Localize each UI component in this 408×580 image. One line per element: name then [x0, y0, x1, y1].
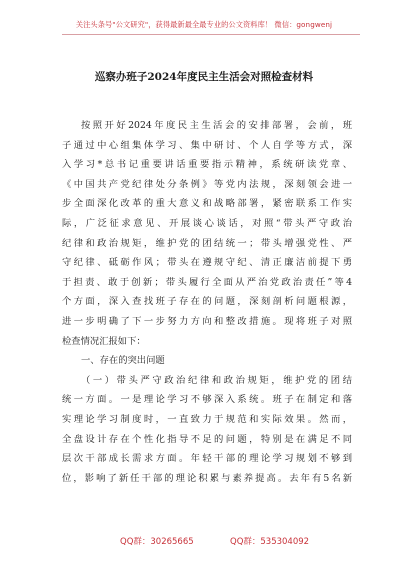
- header-banner: 关注头条号"公文研究"，获得最新最全最专业的公文资料库！ 微信：gongwenj: [75, 20, 333, 29]
- body-line: 《中国共产党纪律处分条例》等党内法规，深刻领会进一: [62, 178, 352, 190]
- body-line: （一）带头严守政治纪律和政治规矩，维护党的团结: [81, 374, 352, 386]
- body-line: 实理论学习制度时，一直致力于规范和实际效果。然而，: [62, 413, 352, 425]
- body-line: 守纪律、砥砺作风；带头在遵规守纪、清正廉洁前提下勇: [62, 257, 352, 269]
- body-line: 步全面深化改革的重大意义和战略部署，紧密联系工作实: [62, 198, 352, 210]
- document-title: 巡察办班子2024年度民主生活会对照检查材料: [94, 71, 314, 83]
- body-line: 位，影响了新任干部的理论积累与素养提高。去年有5名新: [62, 472, 352, 484]
- body-line: 际，广泛征求意见、开展谈心谈话，对照“带头严守政治: [62, 217, 352, 229]
- body-line: 全盘设计存在个性化指导不足的问题，特别是在满足不同: [62, 433, 352, 445]
- body-line: 于担责、敢于创新；带头履行全面从严治党政治责任”等4: [62, 276, 352, 288]
- footer-qq-group-1: QQ群：30265665: [120, 537, 194, 547]
- document-body: [62, 116, 352, 488]
- body-line: 入学习*总书记重要讲话重要指示精神，系统研读党章、: [62, 159, 352, 171]
- body-line: 子通过中心组集体学习、集中研讨、个人自学等方式，深: [62, 139, 352, 151]
- body-line: 纪律和政治规矩，维护党的团结统一；带头增强党性、严: [62, 237, 352, 249]
- body-line: 检查情况汇报如下：: [62, 335, 146, 347]
- body-line: 按照开好2024年度民主生活会的安排部署，会前，班: [81, 120, 352, 131]
- body-line: 统一方面。一是理论学习不够深入系统。班子在制定和落: [62, 394, 352, 406]
- body-line: 进一步明确了下一步努力方向和整改措施。现将班子对照: [62, 315, 352, 327]
- header-divider: [62, 34, 360, 35]
- body-line: 层次干部成长需求方面。年轻干部的理论学习规划不够到: [62, 453, 352, 465]
- section-heading: 一、存在的突出问题: [81, 355, 165, 367]
- body-line: 个方面，深入查找班子存在的问题，深刻剖析问题根源，: [62, 296, 352, 308]
- footer-qq-group-2: QQ群：535304092: [230, 537, 310, 547]
